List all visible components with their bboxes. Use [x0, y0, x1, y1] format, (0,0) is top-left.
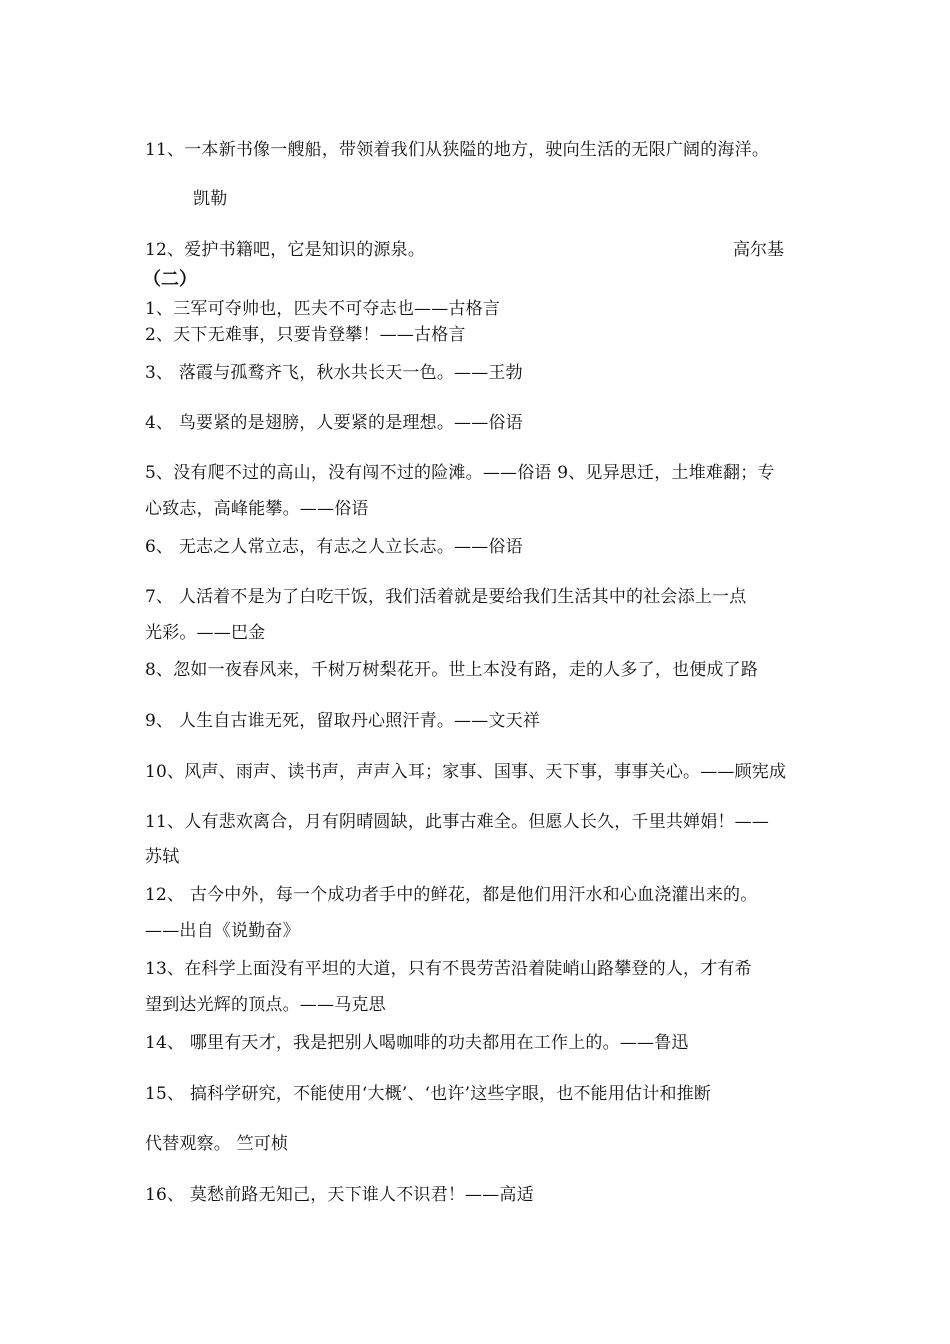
list-item: 15、 搞科学研究，不能使用‘大概’、‘也许’这些字眼，也不能用估计和推断: [145, 1084, 712, 1104]
list-item-continuation: 心致志，高峰能攀。——俗语: [145, 499, 369, 519]
list-item: 3、 落霞与孤鹜齐飞，秋水共长天一色。——王勃: [145, 363, 523, 383]
list-item-continuation: 苏轼: [145, 847, 180, 867]
list-item: 10、风声、雨声、读书声，声声入耳；家事、国事、天下事，事事关心。——顾宪成: [145, 762, 787, 782]
list-item-continuation: 望到达光辉的顶点。——马克思: [145, 995, 386, 1015]
list-item: 11、人有悲欢离合，月有阴晴圆缺，此事古难全。但愿人长久，千里共婵娟！——: [145, 812, 770, 832]
list-item: 4、 鸟要紧的是翅膀，人要紧的是理想。——俗语: [145, 413, 523, 433]
list-item: 7、 人活着不是为了白吃干饭，我们活着就是要给我们生活其中的社会添上一点: [145, 587, 747, 607]
list-item: 9、 人生自古谁无死，留取丹心照汗青。——文天祥: [145, 711, 541, 731]
list-item: 12、 古今中外，每一个成功者手中的鲜花，都是他们用汗水和心血浇灌出来的。: [145, 885, 758, 905]
list-item: 8、忽如一夜春风来，千树万树梨花开。世上本没有路，走的人多了，也便成了路: [145, 660, 759, 680]
list-item: 14、 哪里有天才，我是把别人喝咖啡的功夫都用在工作上的。——鲁迅: [145, 1033, 689, 1053]
list-item: 16、 莫愁前路无知己，天下谁人不识君！——高适: [145, 1185, 534, 1205]
quote-12-author: 高尔基: [733, 240, 784, 260]
quote-11-author: 凯勒: [193, 189, 228, 209]
section-heading: （二）: [143, 269, 197, 290]
list-item: 5、没有爬不过的高山，没有闯不过的险滩。——俗语 9、见异思迁，土堆难翻；专: [145, 463, 775, 483]
list-item: 2、天下无难事，只要肯登攀！——古格言: [145, 325, 466, 345]
list-item-continuation: ——出自《说勤奋》: [145, 921, 300, 941]
quote-12-text: 12、爱护书籍吧，它是知识的源泉。: [145, 240, 426, 260]
list-item: 13、在科学上面没有平坦的大道，只有不畏劳苦沿着陡峭山路攀登的人，才有希: [145, 959, 752, 979]
list-item-continuation: 代替观察。 竺可桢: [145, 1134, 289, 1154]
list-item: 1、三军可夺帅也，匹夫不可夺志也——古格言: [145, 299, 501, 319]
list-item: 6、 无志之人常立志，有志之人立长志。——俗语: [145, 537, 523, 557]
list-item-continuation: 光彩。——巴金: [145, 623, 266, 643]
quote-11-text: 11、一本新书像一艘船，带领着我们从狭隘的地方，驶向生活的无限广阔的海洋。: [145, 140, 770, 160]
